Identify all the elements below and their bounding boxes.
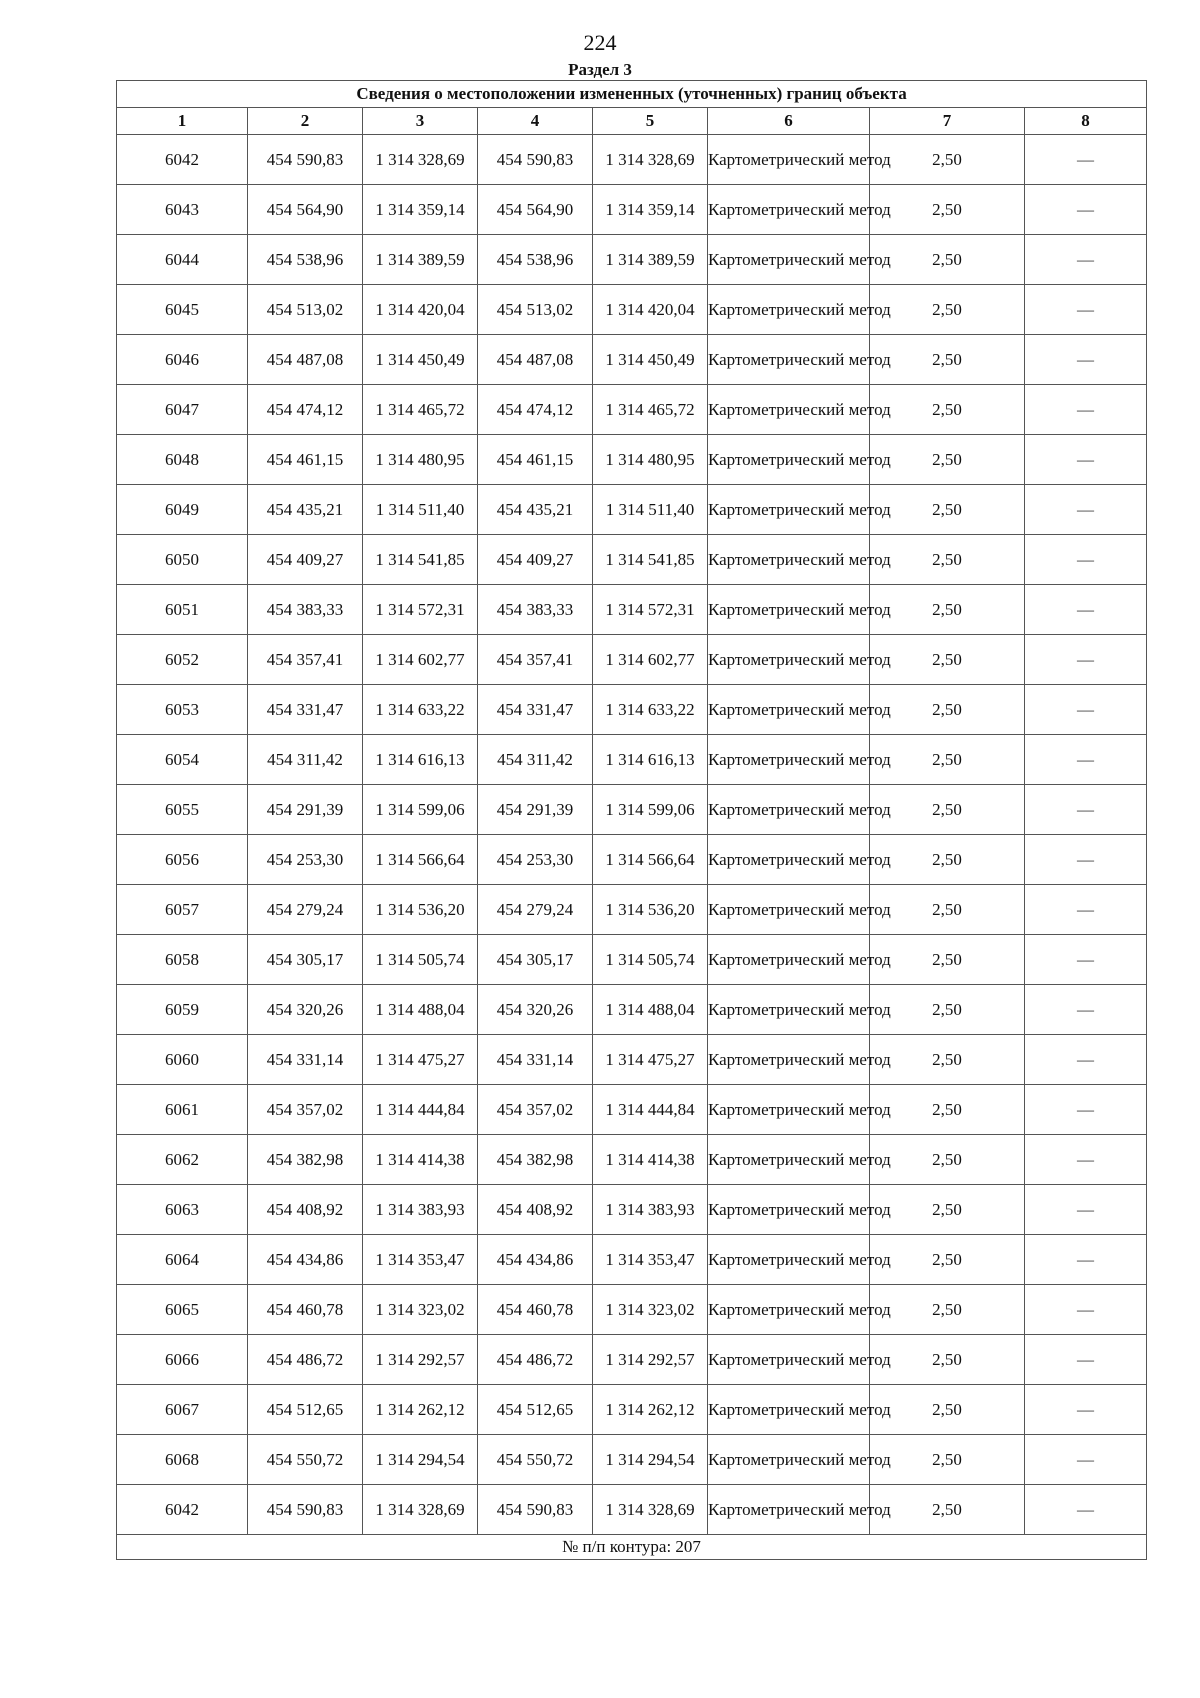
- cell-y-existing: 1 314 389,59: [363, 235, 478, 285]
- cell-accuracy: 2,50: [870, 885, 1025, 935]
- table-row: [117, 435, 1147, 485]
- cell-x-new: 454 408,92: [478, 1185, 593, 1235]
- section-title: Раздел 3: [568, 60, 632, 79]
- cell-description: —: [1025, 1035, 1147, 1085]
- column-number-1: 1: [117, 108, 248, 135]
- cell-y-new: 1 314 294,54: [593, 1435, 708, 1485]
- cell-x-existing: 454 409,27: [248, 535, 363, 585]
- cell-y-existing: 1 314 541,85: [363, 535, 478, 585]
- cell-x-existing: 454 382,98: [248, 1135, 363, 1185]
- cell-x-new: 454 590,83: [478, 1485, 593, 1535]
- cell-y-new: 1 314 450,49: [593, 335, 708, 385]
- cell-y-existing: 1 314 328,69: [363, 1485, 478, 1535]
- cell-point-number: 6063: [117, 1185, 248, 1235]
- cell-y-new: 1 314 420,04: [593, 285, 708, 335]
- cell-accuracy: 2,50: [870, 1485, 1025, 1535]
- cell-y-new: 1 314 444,84: [593, 1085, 708, 1135]
- column-number-4: 4: [478, 108, 593, 135]
- cell-point-number: 6060: [117, 1035, 248, 1085]
- cell-x-new: 454 474,12: [478, 385, 593, 435]
- cell-y-new: 1 314 383,93: [593, 1185, 708, 1235]
- cell-y-new: 1 314 616,13: [593, 735, 708, 785]
- column-number-6: 6: [708, 108, 870, 135]
- cell-x-existing: 454 279,24: [248, 885, 363, 935]
- cell-y-existing: 1 314 323,02: [363, 1285, 478, 1335]
- cell-method: Картометрический метод: [708, 1285, 870, 1335]
- cell-x-new: 454 486,72: [478, 1335, 593, 1385]
- cell-y-new: 1 314 465,72: [593, 385, 708, 435]
- table-row: [117, 1085, 1147, 1135]
- cell-x-new: 454 383,33: [478, 585, 593, 635]
- cell-x-existing: 454 564,90: [248, 185, 363, 235]
- cell-x-new: 454 512,65: [478, 1385, 593, 1435]
- column-number-7: 7: [870, 108, 1025, 135]
- cell-description: —: [1025, 235, 1147, 285]
- table-row: [117, 835, 1147, 885]
- cell-description: —: [1025, 1085, 1147, 1135]
- cell-method: Картометрический метод: [708, 1235, 870, 1285]
- cell-y-existing: 1 314 294,54: [363, 1435, 478, 1485]
- cell-y-new: 1 314 602,77: [593, 635, 708, 685]
- table-row: [117, 785, 1147, 835]
- cell-y-existing: 1 314 353,47: [363, 1235, 478, 1285]
- table-caption: Сведения о местоположении измененных (уточненных) границ объекта: [117, 81, 1147, 108]
- cell-point-number: 6058: [117, 935, 248, 985]
- cell-y-new: 1 314 328,69: [593, 135, 708, 185]
- cell-accuracy: 2,50: [870, 185, 1025, 235]
- cell-accuracy: 2,50: [870, 435, 1025, 485]
- cell-x-new: 454 409,27: [478, 535, 593, 585]
- cell-method: Картометрический метод: [708, 385, 870, 435]
- cell-accuracy: 2,50: [870, 135, 1025, 185]
- column-number-2: 2: [248, 108, 363, 135]
- cell-point-number: 6067: [117, 1385, 248, 1435]
- cell-y-existing: 1 314 633,22: [363, 685, 478, 735]
- cell-method: Картометрический метод: [708, 735, 870, 785]
- cell-x-new: 454 320,26: [478, 985, 593, 1035]
- cell-accuracy: 2,50: [870, 1035, 1025, 1085]
- cell-y-existing: 1 314 465,72: [363, 385, 478, 435]
- cell-y-existing: 1 314 414,38: [363, 1135, 478, 1185]
- cell-method: Картометрический метод: [708, 585, 870, 635]
- cell-y-new: 1 314 328,69: [593, 1485, 708, 1535]
- cell-accuracy: 2,50: [870, 685, 1025, 735]
- cell-point-number: 6047: [117, 385, 248, 435]
- table-row: [117, 485, 1147, 535]
- cell-description: —: [1025, 1135, 1147, 1185]
- cell-x-existing: 454 435,21: [248, 485, 363, 535]
- cell-y-existing: 1 314 488,04: [363, 985, 478, 1035]
- cell-x-new: 454 291,39: [478, 785, 593, 835]
- cell-point-number: 6065: [117, 1285, 248, 1335]
- cell-accuracy: 2,50: [870, 385, 1025, 435]
- cell-x-new: 454 550,72: [478, 1435, 593, 1485]
- cell-accuracy: 2,50: [870, 1185, 1025, 1235]
- table-row: [117, 1485, 1147, 1535]
- cell-description: —: [1025, 1435, 1147, 1485]
- cell-x-new: 454 564,90: [478, 185, 593, 235]
- table-row: [117, 735, 1147, 785]
- cell-method: Картометрический метод: [708, 1035, 870, 1085]
- cell-description: —: [1025, 635, 1147, 685]
- table-row: [117, 935, 1147, 985]
- cell-point-number: 6045: [117, 285, 248, 335]
- cell-description: —: [1025, 435, 1147, 485]
- cell-y-existing: 1 314 536,20: [363, 885, 478, 935]
- cell-accuracy: 2,50: [870, 535, 1025, 585]
- cell-accuracy: 2,50: [870, 1385, 1025, 1435]
- cell-method: Картометрический метод: [708, 285, 870, 335]
- cell-point-number: 6066: [117, 1335, 248, 1385]
- cell-accuracy: 2,50: [870, 1335, 1025, 1385]
- table-row: [117, 635, 1147, 685]
- cell-y-new: 1 314 480,95: [593, 435, 708, 485]
- cell-description: —: [1025, 535, 1147, 585]
- cell-x-existing: 454 357,02: [248, 1085, 363, 1135]
- table-row: [117, 685, 1147, 735]
- cell-description: —: [1025, 885, 1147, 935]
- cell-y-existing: 1 314 450,49: [363, 335, 478, 385]
- cell-y-new: 1 314 566,64: [593, 835, 708, 885]
- cell-description: —: [1025, 985, 1147, 1035]
- cell-method: Картометрический метод: [708, 485, 870, 535]
- cell-point-number: 6049: [117, 485, 248, 535]
- cell-point-number: 6043: [117, 185, 248, 235]
- cell-x-existing: 454 487,08: [248, 335, 363, 385]
- cell-y-existing: 1 314 599,06: [363, 785, 478, 835]
- cell-x-existing: 454 305,17: [248, 935, 363, 985]
- table-row: [117, 235, 1147, 285]
- cell-x-existing: 454 253,30: [248, 835, 363, 885]
- table-row: [117, 185, 1147, 235]
- cell-x-existing: 454 474,12: [248, 385, 363, 435]
- cell-method: Картометрический метод: [708, 135, 870, 185]
- cell-y-existing: 1 314 572,31: [363, 585, 478, 635]
- table-row: [117, 135, 1147, 185]
- cell-y-new: 1 314 633,22: [593, 685, 708, 735]
- cell-x-new: 454 305,17: [478, 935, 593, 985]
- cell-accuracy: 2,50: [870, 1285, 1025, 1335]
- cell-x-new: 454 357,41: [478, 635, 593, 685]
- table-row: [117, 1335, 1147, 1385]
- cell-x-new: 454 513,02: [478, 285, 593, 335]
- cell-accuracy: 2,50: [870, 985, 1025, 1035]
- cell-y-new: 1 314 475,27: [593, 1035, 708, 1085]
- cell-accuracy: 2,50: [870, 235, 1025, 285]
- table-row: [117, 985, 1147, 1035]
- table-row: [117, 285, 1147, 335]
- cell-method: Картометрический метод: [708, 835, 870, 885]
- cell-accuracy: 2,50: [870, 335, 1025, 385]
- cell-y-existing: 1 314 262,12: [363, 1385, 478, 1435]
- cell-y-new: 1 314 359,14: [593, 185, 708, 235]
- cell-x-existing: 454 311,42: [248, 735, 363, 785]
- cell-description: —: [1025, 385, 1147, 435]
- cell-method: Картометрический метод: [708, 985, 870, 1035]
- cell-x-new: 454 435,21: [478, 485, 593, 535]
- cell-x-new: 454 331,47: [478, 685, 593, 735]
- cell-y-new: 1 314 511,40: [593, 485, 708, 535]
- cell-y-new: 1 314 353,47: [593, 1235, 708, 1285]
- cell-description: —: [1025, 585, 1147, 635]
- cell-y-new: 1 314 541,85: [593, 535, 708, 585]
- cell-x-new: 454 279,24: [478, 885, 593, 935]
- table-row: [117, 885, 1147, 935]
- cell-method: Картометрический метод: [708, 785, 870, 835]
- table-row: [117, 1135, 1147, 1185]
- cell-description: —: [1025, 785, 1147, 835]
- column-number-3: 3: [363, 108, 478, 135]
- cell-description: —: [1025, 135, 1147, 185]
- cell-x-new: 454 461,15: [478, 435, 593, 485]
- table-row: [117, 335, 1147, 385]
- cell-description: —: [1025, 1335, 1147, 1385]
- cell-description: —: [1025, 1385, 1147, 1435]
- cell-x-existing: 454 357,41: [248, 635, 363, 685]
- cell-y-new: 1 314 599,06: [593, 785, 708, 835]
- cell-x-existing: 454 590,83: [248, 135, 363, 185]
- cell-method: Картометрический метод: [708, 435, 870, 485]
- cell-y-existing: 1 314 566,64: [363, 835, 478, 885]
- cell-x-existing: 454 320,26: [248, 985, 363, 1035]
- table-row: [117, 1435, 1147, 1485]
- cell-method: Картометрический метод: [708, 185, 870, 235]
- boundary-coordinates-table: [116, 80, 1147, 1560]
- cell-x-existing: 454 408,92: [248, 1185, 363, 1235]
- cell-y-existing: 1 314 359,14: [363, 185, 478, 235]
- cell-y-existing: 1 314 383,93: [363, 1185, 478, 1235]
- cell-description: —: [1025, 1285, 1147, 1335]
- cell-description: —: [1025, 1185, 1147, 1235]
- cell-description: —: [1025, 935, 1147, 985]
- cell-method: Картометрический метод: [708, 1385, 870, 1435]
- cell-x-existing: 454 512,65: [248, 1385, 363, 1435]
- cell-y-new: 1 314 262,12: [593, 1385, 708, 1435]
- cell-y-existing: 1 314 505,74: [363, 935, 478, 985]
- cell-y-existing: 1 314 616,13: [363, 735, 478, 785]
- cell-description: —: [1025, 485, 1147, 535]
- cell-description: —: [1025, 835, 1147, 885]
- cell-y-existing: 1 314 602,77: [363, 635, 478, 685]
- contour-number-note: № п/п контура: 207: [117, 1535, 1147, 1560]
- cell-accuracy: 2,50: [870, 735, 1025, 785]
- cell-method: Картометрический метод: [708, 535, 870, 585]
- cell-description: —: [1025, 335, 1147, 385]
- cell-y-existing: 1 314 480,95: [363, 435, 478, 485]
- cell-method: Картометрический метод: [708, 1185, 870, 1235]
- cell-point-number: 6054: [117, 735, 248, 785]
- cell-x-new: 454 434,86: [478, 1235, 593, 1285]
- cell-description: —: [1025, 685, 1147, 735]
- table-row: [117, 585, 1147, 635]
- cell-method: Картометрический метод: [708, 685, 870, 735]
- cell-accuracy: 2,50: [870, 935, 1025, 985]
- cell-x-new: 454 382,98: [478, 1135, 593, 1185]
- cell-x-existing: 454 460,78: [248, 1285, 363, 1335]
- cell-point-number: 6048: [117, 435, 248, 485]
- cell-accuracy: 2,50: [870, 785, 1025, 835]
- table-row: [117, 1235, 1147, 1285]
- cell-description: —: [1025, 1235, 1147, 1285]
- cell-x-existing: 454 550,72: [248, 1435, 363, 1485]
- column-number-row: [117, 108, 1147, 135]
- cell-x-new: 454 331,14: [478, 1035, 593, 1085]
- cell-point-number: 6050: [117, 535, 248, 585]
- cell-accuracy: 2,50: [870, 485, 1025, 535]
- table-row: [117, 1285, 1147, 1335]
- table-body: [117, 135, 1147, 1535]
- cell-y-existing: 1 314 420,04: [363, 285, 478, 335]
- cell-point-number: 6056: [117, 835, 248, 885]
- cell-method: Картометрический метод: [708, 935, 870, 985]
- cell-point-number: 6042: [117, 1485, 248, 1535]
- cell-accuracy: 2,50: [870, 835, 1025, 885]
- cell-point-number: 6062: [117, 1135, 248, 1185]
- cell-point-number: 6053: [117, 685, 248, 735]
- cell-method: Картометрический метод: [708, 1335, 870, 1385]
- cell-x-existing: 454 331,14: [248, 1035, 363, 1085]
- cell-point-number: 6055: [117, 785, 248, 835]
- cell-y-new: 1 314 292,57: [593, 1335, 708, 1385]
- cell-method: Картометрический метод: [708, 1485, 870, 1535]
- cell-x-existing: 454 461,15: [248, 435, 363, 485]
- cell-point-number: 6052: [117, 635, 248, 685]
- cell-x-existing: 454 590,83: [248, 1485, 363, 1535]
- cell-y-new: 1 314 323,02: [593, 1285, 708, 1335]
- cell-point-number: 6042: [117, 135, 248, 185]
- cell-method: Картометрический метод: [708, 1135, 870, 1185]
- cell-y-existing: 1 314 328,69: [363, 135, 478, 185]
- cell-method: Картометрический метод: [708, 235, 870, 285]
- cell-y-new: 1 314 536,20: [593, 885, 708, 935]
- cell-y-new: 1 314 389,59: [593, 235, 708, 285]
- cell-point-number: 6059: [117, 985, 248, 1035]
- cell-point-number: 6046: [117, 335, 248, 385]
- table-row: [117, 1385, 1147, 1435]
- table-row: [117, 385, 1147, 435]
- cell-accuracy: 2,50: [870, 585, 1025, 635]
- cell-x-new: 454 538,96: [478, 235, 593, 285]
- page-number: 224: [583, 30, 617, 55]
- cell-x-existing: 454 331,47: [248, 685, 363, 735]
- cell-point-number: 6068: [117, 1435, 248, 1485]
- cell-method: Картометрический метод: [708, 335, 870, 385]
- cell-x-new: 454 487,08: [478, 335, 593, 385]
- cell-description: —: [1025, 185, 1147, 235]
- cell-y-new: 1 314 414,38: [593, 1135, 708, 1185]
- table-row: [117, 1035, 1147, 1085]
- cell-x-new: 454 590,83: [478, 135, 593, 185]
- cell-point-number: 6064: [117, 1235, 248, 1285]
- cell-method: Картометрический метод: [708, 1435, 870, 1485]
- cell-accuracy: 2,50: [870, 635, 1025, 685]
- table-row: [117, 535, 1147, 585]
- cell-accuracy: 2,50: [870, 1135, 1025, 1185]
- cell-point-number: 6057: [117, 885, 248, 935]
- cell-x-existing: 454 513,02: [248, 285, 363, 335]
- cell-method: Картометрический метод: [708, 635, 870, 685]
- cell-description: —: [1025, 735, 1147, 785]
- cell-method: Картометрический метод: [708, 1085, 870, 1135]
- cell-accuracy: 2,50: [870, 285, 1025, 335]
- cell-x-new: 454 357,02: [478, 1085, 593, 1135]
- column-number-8: 8: [1025, 108, 1147, 135]
- cell-method: Картометрический метод: [708, 885, 870, 935]
- cell-x-existing: 454 538,96: [248, 235, 363, 285]
- cell-x-existing: 454 486,72: [248, 1335, 363, 1385]
- cell-x-existing: 454 383,33: [248, 585, 363, 635]
- cell-y-new: 1 314 505,74: [593, 935, 708, 985]
- cell-point-number: 6044: [117, 235, 248, 285]
- cell-accuracy: 2,50: [870, 1085, 1025, 1135]
- cell-x-new: 454 253,30: [478, 835, 593, 885]
- table-row: [117, 1185, 1147, 1235]
- cell-point-number: 6061: [117, 1085, 248, 1135]
- cell-y-new: 1 314 488,04: [593, 985, 708, 1035]
- cell-y-existing: 1 314 475,27: [363, 1035, 478, 1085]
- cell-y-existing: 1 314 292,57: [363, 1335, 478, 1385]
- cell-x-existing: 454 434,86: [248, 1235, 363, 1285]
- cell-x-new: 454 460,78: [478, 1285, 593, 1335]
- column-number-5: 5: [593, 108, 708, 135]
- cell-description: —: [1025, 1485, 1147, 1535]
- cell-y-existing: 1 314 511,40: [363, 485, 478, 535]
- cell-y-new: 1 314 572,31: [593, 585, 708, 635]
- cell-point-number: 6051: [117, 585, 248, 635]
- cell-x-existing: 454 291,39: [248, 785, 363, 835]
- cell-y-existing: 1 314 444,84: [363, 1085, 478, 1135]
- cell-description: —: [1025, 285, 1147, 335]
- cell-accuracy: 2,50: [870, 1235, 1025, 1285]
- cell-accuracy: 2,50: [870, 1435, 1025, 1485]
- cell-x-new: 454 311,42: [478, 735, 593, 785]
